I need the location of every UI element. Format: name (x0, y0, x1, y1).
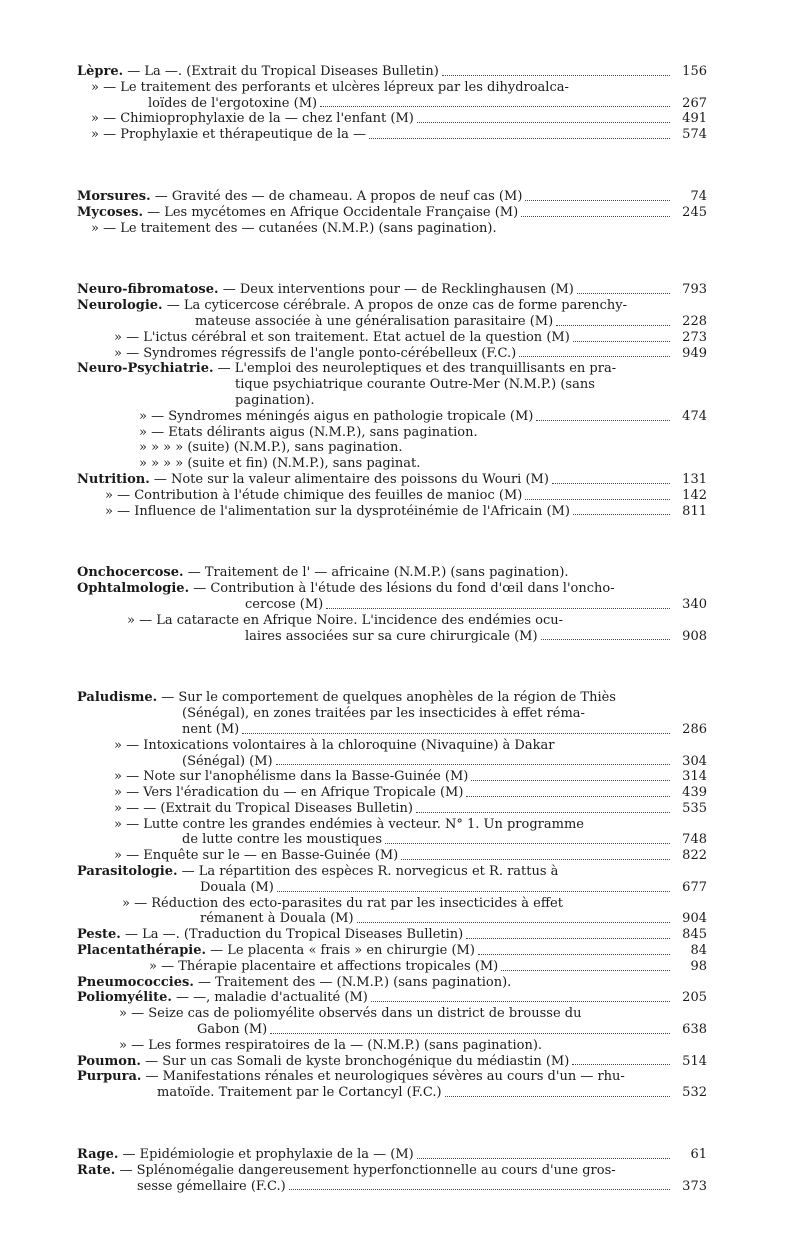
index-entry-line (77, 1163, 707, 1179)
index-group (77, 690, 707, 1101)
entry-body: tique psychiatrique courante Outre-Mer (N.M.P.) (sans (235, 377, 595, 393)
entry-text (114, 801, 413, 817)
index-entry-line (77, 282, 707, 298)
entry-heading: Rage. (77, 1147, 119, 1163)
index-entry-line (77, 864, 707, 880)
index-entry-line (77, 848, 707, 864)
entry-body: — La —. (Extrait du Tropical Diseases Bulletin) (123, 64, 439, 79)
index-entry-line (77, 597, 707, 613)
entry-text (91, 111, 414, 127)
index-entry-line (77, 629, 707, 645)
dot-leader (541, 639, 670, 640)
index-entry-line (77, 221, 707, 237)
entry-body: » — Le traitement des — cutanées (N.M.P.) (sans pagination). (91, 220, 497, 236)
entry-body: (Sénégal), en zones traitées par les insecticides à effet réma- (182, 706, 585, 722)
index-entry-line (77, 690, 707, 706)
entry-text (245, 597, 323, 613)
page-number: 314 (682, 769, 707, 785)
index-entry-line (77, 111, 707, 127)
entry-text (77, 1069, 707, 1085)
entry-text (235, 377, 707, 393)
entry-text (182, 722, 239, 738)
dot-leader (536, 420, 670, 421)
dot-leader (416, 812, 670, 813)
page-number: 373 (682, 1178, 707, 1194)
entry-body: — L'emploi des neuroleptiques et des tranquillisants en pra- (213, 361, 617, 377)
entry-body: » — Vers l'éradication du — en Afrique Tropicale (M) (114, 785, 464, 801)
entry-body: » — — (Extrait du Tropical Diseases Bulletin) (114, 800, 413, 816)
index-entry-line (77, 1085, 707, 1101)
page-number: 142 (682, 487, 707, 503)
entry-body: (Sénégal) (M) (182, 753, 273, 769)
dot-leader (242, 733, 670, 734)
index-entry-line (77, 205, 707, 221)
index-entry-line (77, 738, 707, 754)
entry-text (77, 690, 707, 706)
index-entry-line (77, 613, 707, 629)
index-entry-line (77, 1179, 707, 1195)
dot-leader (320, 106, 670, 107)
entry-heading: Purpura. (77, 1069, 142, 1085)
page-number: 286 (682, 721, 707, 737)
entry-body: — Epidémiologie et prophylaxie de la — (M) (118, 1147, 414, 1163)
entry-text (197, 1022, 267, 1038)
index-entry-line (77, 127, 707, 143)
entry-text (245, 629, 538, 645)
entry-body: » — Lutte contre les grandes endémies à vecteur. N° 1. Un programme (114, 816, 584, 832)
index-entry-line (77, 896, 707, 912)
entry-text (182, 832, 382, 848)
entry-text (77, 581, 707, 597)
page-number: 677 (682, 879, 707, 895)
page-number: 845 (682, 927, 707, 943)
entry-text (105, 488, 522, 504)
entry-text (139, 440, 707, 456)
entry-heading: Ophtalmologie. (77, 581, 190, 597)
entry-heading: Onchocercose. (77, 565, 184, 581)
entry-body: — Traitement des — (N.M.P.) (sans pagination). (193, 974, 512, 990)
entry-body: — Deux interventions pour — de Recklinghausen (M) (218, 282, 574, 298)
index-entry-line (77, 943, 707, 959)
page-number: 267 (682, 95, 707, 111)
dot-leader (371, 1001, 670, 1002)
page-number: 904 (682, 911, 707, 927)
index-entry-line (77, 959, 707, 975)
entry-body: — Les mycétomes en Afrique Occidentale Française (M) (142, 204, 519, 220)
entry-body: matoïde. Traitement par le Cortancyl (F.C.) (157, 1085, 442, 1101)
entry-text (122, 896, 707, 912)
index-group (77, 1147, 707, 1194)
page-number: 228 (682, 313, 707, 329)
entry-heading: Poumon. (77, 1053, 141, 1069)
dot-leader (277, 891, 670, 892)
entry-heading: Morsures. (77, 188, 151, 204)
entry-text (139, 425, 707, 441)
index-entry-line (77, 1006, 707, 1022)
entry-text (77, 298, 707, 314)
entry-text (114, 817, 707, 833)
dot-leader (519, 356, 670, 357)
page-number: 245 (682, 204, 707, 220)
entry-text (114, 330, 570, 346)
entry-body: — Traitement de l' — africaine (N.M.P.) (sans pagination). (183, 565, 569, 581)
index-entry-line (77, 801, 707, 817)
index-entry-line (77, 817, 707, 833)
page-number: 811 (682, 503, 707, 519)
entry-body: » — Syndromes régressifs de l'angle ponto-cérébelleux (F.C.) (114, 345, 517, 361)
index-entry-line (77, 456, 707, 472)
entry-body: — La répartition des espèces R. norvegicus et R. rattus à (177, 864, 559, 880)
page-number: 61 (690, 1147, 707, 1163)
index-entry-line (77, 64, 707, 80)
entry-body: mateuse associée à une généralisation parasitaire (M) (195, 313, 554, 329)
entry-body: » — Réduction des ecto-parasites du rat par les insecticides à effet (122, 895, 563, 911)
entry-body: — Le placenta « frais » en chirurgie (M) (206, 943, 475, 959)
entry-body: — Sur un cas Somali de kyste bronchogénique du médiastin (M) (140, 1053, 570, 1069)
entry-text (182, 754, 273, 770)
entry-text (148, 96, 317, 112)
dot-leader (577, 293, 670, 294)
entry-text (77, 361, 707, 377)
entry-body: » » » » (suite) (N.M.P.), sans pagination. (139, 440, 403, 456)
page-number: 638 (682, 1022, 707, 1038)
entry-body: rémanent à Douala (M) (200, 911, 354, 927)
index-entry-line (77, 504, 707, 520)
page-number: 273 (682, 329, 707, 345)
dot-leader (521, 216, 670, 217)
index-entry-line (77, 80, 707, 96)
index-entry-line (77, 832, 707, 848)
entry-body: — La —. (Traduction du Tropical Diseases Bulletin) (120, 927, 464, 943)
entry-body: pagination). (235, 392, 315, 408)
dot-leader (369, 138, 670, 139)
entry-heading: Poliomyélite. (77, 990, 172, 1006)
entry-body: » — Chimioprophylaxie de la — chez l'enfant (M) (91, 111, 414, 127)
index-page (77, 64, 707, 1194)
entry-body: — Gravité des — de chameau. A propos de neuf cas (M) (150, 188, 523, 204)
entry-body: » — Prophylaxie et thérapeutique de la — (91, 127, 367, 143)
entry-body: nent (M) (182, 721, 240, 737)
index-entry-line (77, 425, 707, 441)
entry-body: » » » » (suite et fin) (N.M.P.), sans paginat. (139, 456, 421, 472)
entry-text (235, 393, 707, 409)
entry-body: Douala (M) (200, 879, 274, 895)
index-entry-line (77, 440, 707, 456)
entry-text (157, 1085, 442, 1101)
dot-leader (466, 938, 670, 939)
entry-heading: Pneumococcies. (77, 974, 194, 990)
entry-heading: Mycoses. (77, 204, 143, 220)
entry-body: » — Les formes respiratoires de la — (N.M.P.) (sans pagination). (119, 1037, 543, 1053)
entry-heading: Peste. (77, 927, 121, 943)
page-number: 340 (682, 596, 707, 612)
index-entry-line (77, 409, 707, 425)
entry-text (77, 1147, 414, 1163)
entry-text (114, 346, 516, 362)
entry-text (77, 205, 518, 221)
entry-text (77, 990, 368, 1006)
index-entry-line (77, 377, 707, 393)
entry-body: » — Enquête sur le — en Basse-Guinée (M) (114, 848, 399, 864)
index-entry-line (77, 722, 707, 738)
index-entry-line (77, 314, 707, 330)
index-entry-line (77, 754, 707, 770)
entry-heading: Neuro-fibromatose. (77, 282, 219, 298)
entry-text (77, 975, 707, 991)
entry-body: — —, maladie d'actualité (M) (171, 990, 368, 1006)
dot-leader (289, 1189, 670, 1190)
dot-leader (401, 859, 670, 860)
dot-leader (471, 780, 670, 781)
entry-body: » — Intoxications volontaires à la chloroquine (Nivaquine) à Dakar (114, 737, 555, 753)
dot-leader (385, 843, 670, 844)
dot-leader (466, 796, 670, 797)
entry-text (77, 565, 707, 581)
page-number: 156 (682, 64, 707, 79)
entry-body: » — Seize cas de poliomyélite observés dans un district de brousse du (119, 1006, 582, 1022)
index-entry-line (77, 1147, 707, 1163)
entry-text (137, 1179, 286, 1195)
dot-leader (501, 970, 670, 971)
index-entry-line (77, 565, 707, 581)
entry-heading: Neurologie. (77, 298, 163, 314)
index-group (77, 189, 707, 236)
entry-text (91, 127, 366, 143)
index-entry-line (77, 330, 707, 346)
entry-heading: Placentathérapie. (77, 943, 207, 959)
entry-text (114, 848, 398, 864)
entry-text (77, 472, 549, 488)
page-number: 822 (682, 848, 707, 864)
index-group (77, 64, 707, 143)
index-entry-line (77, 990, 707, 1006)
index-group (77, 282, 707, 519)
entry-text (77, 64, 439, 80)
page-number: 532 (682, 1085, 707, 1101)
entry-text (105, 504, 570, 520)
entry-text (182, 706, 707, 722)
page-number: 908 (682, 628, 707, 644)
entry-text (149, 959, 498, 975)
entry-body: » — Syndromes méningés aigus en pathologie tropicale (M) (139, 408, 534, 424)
entry-body: sesse gémellaire (F.C.) (137, 1178, 286, 1194)
dot-leader (556, 325, 670, 326)
entry-text (200, 911, 354, 927)
dot-leader (357, 922, 670, 923)
page-number: 131 (682, 471, 707, 487)
dot-leader (525, 200, 670, 201)
entry-text (139, 456, 707, 472)
entry-text (91, 221, 707, 237)
page-number: 949 (682, 345, 707, 361)
dot-leader (573, 341, 670, 342)
entry-body: — Splénomégalie dangereusement hyperfonctionnelle au cours d'une gros- (115, 1162, 616, 1178)
page-number: 439 (682, 785, 707, 801)
entry-body: — Manifestations rénales et neurologiques sévères au cours d'un — rhu- (141, 1069, 625, 1085)
index-entry-line (77, 581, 707, 597)
index-entry-line (77, 706, 707, 722)
entry-heading: Neuro-Psychiatrie. (77, 361, 214, 377)
entry-text (77, 864, 707, 880)
entry-body: » — Contribution à l'étude chimique des feuilles de manioc (M) (105, 487, 523, 503)
dot-leader (572, 1064, 670, 1065)
entry-text (119, 1038, 707, 1054)
index-entry-line (77, 298, 707, 314)
dot-leader (573, 514, 670, 515)
entry-body: loïdes de l'ergotoxine (M) (148, 95, 318, 111)
entry-body: » — Influence de l'alimentation sur la dysprotéinémie de l'Africain (M) (105, 503, 570, 519)
index-group (77, 565, 707, 644)
page-number: 84 (690, 943, 707, 959)
entry-text (77, 927, 463, 943)
index-entry-line (77, 1022, 707, 1038)
index-entry-line (77, 361, 707, 377)
entry-text (139, 409, 533, 425)
entry-body: cercose (M) (245, 596, 324, 612)
index-entry-line (77, 911, 707, 927)
dot-leader (417, 1158, 670, 1159)
dot-leader (552, 483, 670, 484)
index-entry-line (77, 1069, 707, 1085)
page-number: 514 (682, 1053, 707, 1069)
entry-text (77, 189, 522, 205)
entry-body: — Contribution à l'étude des lésions du fond d'œil dans l'oncho- (189, 581, 615, 597)
entry-body: Gabon (M) (197, 1022, 268, 1038)
entry-body: » — Thérapie placentaire et affections tropicales (M) (149, 958, 499, 974)
index-entry-line (77, 189, 707, 205)
entry-heading: Nutrition. (77, 471, 150, 487)
index-entry-line (77, 488, 707, 504)
entry-text (77, 1163, 707, 1179)
entry-text (127, 613, 707, 629)
dot-leader (326, 608, 670, 609)
entry-body: — Note sur la valeur alimentaire des poissons du Wouri (M) (149, 471, 549, 487)
entry-text (200, 880, 274, 896)
entry-body: » — La cataracte en Afrique Noire. L'incidence des endémies ocu- (127, 612, 564, 628)
page-number: 304 (682, 753, 707, 769)
entry-text (77, 943, 475, 959)
index-entry-line (77, 769, 707, 785)
index-entry-line (77, 1038, 707, 1054)
dot-leader (445, 1096, 670, 1097)
page-number: 491 (682, 111, 707, 127)
entry-heading: Parasitologie. (77, 864, 178, 880)
page-number: 793 (682, 282, 707, 298)
dot-leader (525, 499, 670, 500)
page-number: 574 (682, 127, 707, 143)
page-number: 748 (682, 832, 707, 848)
entry-body: de lutte contre les moustiques (182, 832, 382, 848)
page-number: 74 (690, 188, 707, 204)
dot-leader (478, 954, 670, 955)
index-entry-line (77, 975, 707, 991)
index-entry-line (77, 393, 707, 409)
entry-heading: Lèpre. (77, 64, 124, 79)
entry-text (114, 785, 463, 801)
entry-text (77, 282, 574, 298)
index-entry-line (77, 96, 707, 112)
entry-text (77, 1054, 569, 1070)
entry-heading: Paludisme. (77, 690, 158, 706)
page-number: 535 (682, 800, 707, 816)
dot-leader (417, 122, 670, 123)
entry-body: » — Etats délirants aigus (N.M.P.), sans pagination. (139, 424, 478, 440)
dot-leader (276, 764, 670, 765)
entry-body: laires associées sur sa cure chirurgicale (M) (245, 628, 538, 644)
entry-text (195, 314, 553, 330)
index-entry-line (77, 880, 707, 896)
index-entry-line (77, 785, 707, 801)
index-entry-line (77, 472, 707, 488)
entry-text (114, 738, 707, 754)
entry-body: » — Le traitement des perforants et ulcères lépreux par les dihydroalca- (91, 79, 569, 95)
page-number: 474 (682, 408, 707, 424)
index-entry-line (77, 927, 707, 943)
index-entry-line (77, 1054, 707, 1070)
entry-body: — Sur le comportement de quelques anophèles de la région de Thiès (157, 690, 616, 706)
index-entry-line (77, 346, 707, 362)
page-number: 205 (682, 990, 707, 1006)
entry-text (119, 1006, 707, 1022)
dot-leader (270, 1033, 670, 1034)
entry-body: — La cyticercose cérébrale. A propos de onze cas de forme parenchy- (162, 298, 628, 314)
dot-leader (442, 75, 670, 76)
entry-text (114, 769, 468, 785)
entry-body: » — Note sur l'anophélisme dans la Basse-Guinée (M) (114, 769, 469, 785)
page-number: 98 (690, 958, 707, 974)
entry-heading: Rate. (77, 1162, 116, 1178)
entry-text (91, 80, 707, 96)
entry-body: » — L'ictus cérébral et son traitement. Etat actuel de la question (M) (114, 329, 570, 345)
